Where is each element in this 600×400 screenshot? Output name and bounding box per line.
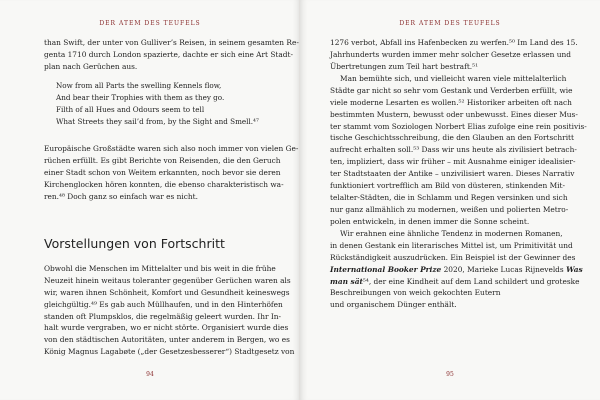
text-line: tische Geschichtsschreibung, die den Glauben an den Fortschritt [330, 133, 574, 143]
book-title-part-2: man sät [330, 276, 363, 286]
text-line: Obwohl die Menschen im Mittelalter und bis weit in die frühe [44, 264, 276, 273]
text-fragment: ⁵⁴, der eine Kindheit auf dem Land schildert und groteske [362, 276, 580, 286]
text-line: von den städtischen Autoritäten, unter anderem in Bergen, wo es [44, 335, 290, 345]
text-line: standen oft Plumpsklos, die regelmäßig geleert wurden. Ihr In- [44, 311, 282, 321]
text-line: Beschreibungen von weich gekochten Eutern [330, 288, 501, 298]
verse-line: Now from all Parts the swelling Kennels flow, [56, 81, 222, 90]
text-line: Wir erahnen eine ähnliche Tendenz in modernen Romanen, [340, 229, 563, 238]
text-line: gleichgültig.⁴⁹ Es gab auch Müllhaufen, und in den Hinterhöfen [44, 299, 283, 309]
text-line: nur ganz allmählich zu modernen, weißen und polierten Metro- [330, 204, 569, 214]
text-line: viele moderne Lesarten es wollen.⁵² Historiker arbeiten oft nach [330, 97, 572, 107]
text-line: telalter-Städten, die in Schlamm und Regen versinken und sich [330, 192, 568, 202]
text-line: Rückständigkeit auszudrücken. Ein Beispiel ist der Gewinner des [330, 252, 576, 262]
text-line: ten, impliziert, dass wir früher – mit Ausnahme einiger idealisier- [330, 157, 576, 167]
text-line: rüchen erfüllt. Es gibt Berichte von Reisenden, die den Geruch [44, 155, 281, 165]
right-page [300, 0, 600, 400]
verse-line: Filth of all Hues and Odours seem to tell [56, 104, 205, 114]
page-number-left: 94 [146, 371, 154, 378]
right-paragraph-3 [330, 228, 583, 311]
text-line: genta 1710 durch London spazierte, dachte er sich eine Art Stadt- [44, 49, 294, 59]
running-head-left: DER ATEM DES TEUFELS [99, 20, 201, 27]
text-line: in denen Gestank ein literarisches Mittel ist, um Primitivität und [330, 240, 573, 250]
left-paragraph-3 [44, 263, 295, 358]
text-line: Übertretungen zum Teil hart bestraft.⁵¹ [330, 61, 479, 71]
text-line: ren.⁴⁸ Doch ganz so einfach war es nicht. [44, 191, 199, 201]
text-line: 1276 verbot, Abfall ins Hafenbecken zu werfen.⁵⁰ Im Land des 15. [330, 38, 578, 47]
text-line: und organischem Dünger enthält. [330, 300, 457, 310]
left-paragraph-2 [44, 143, 299, 202]
text-line: than Swift, der unter von Gulliver’s Reisen, in seinem gesamten Re- [44, 38, 299, 47]
text-line: plan nach Gerüchen aus. [44, 61, 138, 71]
verse-block [44, 80, 260, 128]
verse-line: And bear their Trophies with them as they go. [56, 92, 225, 102]
text-line: König Magnus Lagabøte („der Gesetzesbesserer“) Stadtgesetz von [44, 347, 295, 357]
text-line: halt wurde vergraben, wo er nicht störte. Organisiert wurde dies [44, 323, 289, 333]
text-line-with-title [330, 264, 583, 276]
running-head-right: DER ATEM DES TEUFELS [399, 20, 501, 27]
text-line: Städte gar nicht so sehr vom Gestank und Verderben erfüllt, wie [330, 85, 573, 95]
text-line: einer Stadt schon von Weitem erkannten, noch bevor sie deren [44, 167, 281, 177]
section-heading: Vorstellungen von Fortschritt [44, 236, 225, 251]
text-line: bestimmten Mustern, bewusst oder unbewusst. Eines dieser Mus- [330, 109, 578, 119]
text-line: Kirchenglocken hören konnten, die ebenso charakteristisch wa- [44, 179, 284, 189]
text-line: wir, waren ihnen Schönheit, Komfort und Gesundheit keineswegs [44, 287, 290, 297]
text-line: ter Stadtstaaten der Antike – unzivilisiert waren. Dieses Narrativ [330, 169, 575, 179]
text-line-with-title [330, 276, 580, 288]
text-line: Europäische Großstädte waren sich also noch immer von vielen Ge- [44, 144, 299, 153]
text-line: Jahrhunderts wurden immer mehr solcher Gesetze erlassen und [330, 49, 571, 59]
book-title-part-1: Was [566, 264, 583, 274]
right-paragraph-2 [330, 73, 587, 228]
book-prize-name: International Booker Prize [330, 264, 442, 274]
text-line: Neuzeit hinein weitaus toleranter gegenüber Gerüchen waren als [44, 275, 291, 285]
page-number-right: 95 [446, 371, 454, 378]
text-fragment: 2020, Marieke Lucas Rijnevelds [443, 264, 567, 274]
text-line: aufrecht erhalten soll.⁵³ Dass wir uns heute als zivilisiert betrach- [330, 145, 577, 155]
text-line: funktioniert vortrefflich am Bild von düsteren, stinkenden Mit- [330, 181, 565, 191]
left-paragraph-1 [44, 37, 299, 73]
right-paragraph-1 [330, 37, 578, 73]
text-line: polen entwickeln, in denen immer die Sonne scheint. [330, 216, 530, 226]
text-line: Man bemühte sich, und vielleicht waren viele mittelalterlich [340, 74, 567, 83]
text-line: ter stammt vom Soziologen Norbert Elias zufolge eine rein positivis- [330, 121, 587, 131]
verse-line: What Streets they sail’d from, by the Sight and Smell.⁴⁷ [56, 116, 259, 126]
